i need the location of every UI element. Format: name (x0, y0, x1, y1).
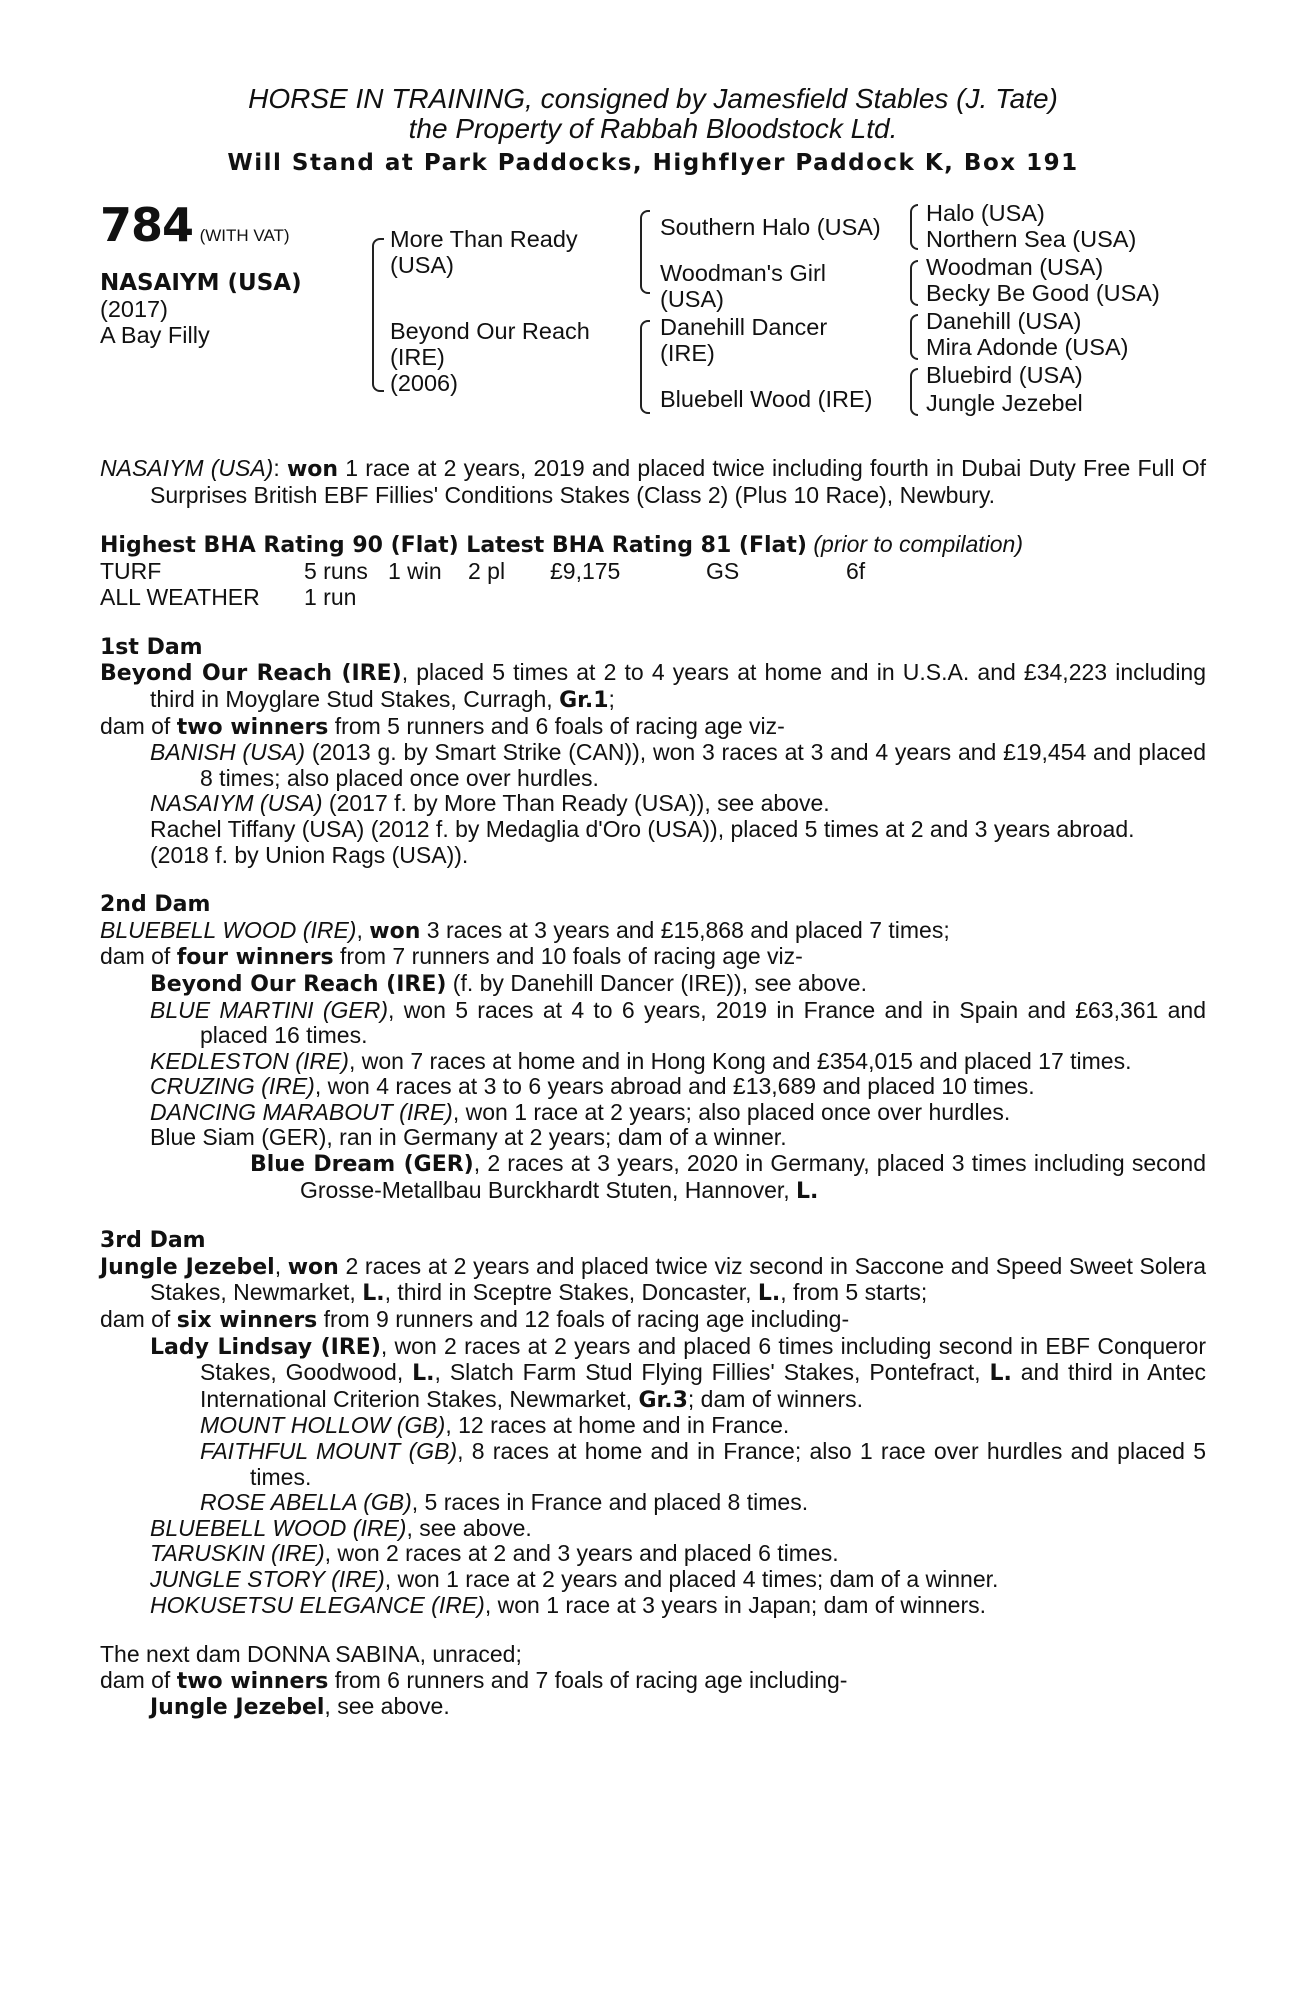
gen3-brace-3 (910, 314, 918, 360)
progeny-record: , won 1 race at 2 years and placed 4 times; dam of a winner. (384, 1565, 999, 1592)
progeny-name: Lady Lindsay (IRE) (150, 1334, 381, 1360)
third-dam-record: 2 races at 2 years and placed twice viz second in Saccone and Speed Sweet Solera Stakes, Newmarket, (150, 1252, 1206, 1306)
dd-sire: Bluebird (USA) (926, 362, 1083, 388)
aw-runs: 1 run (304, 583, 357, 610)
first-dam-name: Beyond Our Reach (IRE) (100, 661, 402, 687)
progeny-name: KEDLESTON (IRE) (150, 1047, 349, 1074)
won-label: won (369, 918, 421, 944)
location-line: Will Stand at Park Paddocks, Highflyer Paddock K, Box 191 (227, 150, 1079, 176)
ss-sire: Halo (USA) (926, 200, 1045, 226)
pedigree-block (100, 200, 1206, 432)
listed-mark: L. (989, 1361, 1012, 1387)
progeny-name: JUNGLE STORY (IRE) (150, 1565, 385, 1592)
grade-3: Gr.3 (638, 1387, 688, 1413)
third-dam-title: 3rd Dam (100, 1228, 206, 1254)
progeny-record: (2013 g. by Smart Strike (CAN)), won 3 races at 3 and 4 years and £19,454 and placed 8 times; also placed once over hurdles. (200, 739, 1206, 791)
gen3-brace-2 (910, 260, 918, 306)
sire-sire: Southern Halo (USA) (660, 214, 881, 240)
ds-dam: Mira Adonde (USA) (926, 334, 1129, 360)
progeny-name: BLUEBELL WOOD (IRE) (150, 1514, 407, 1541)
owner-line: the Property of Rabbah Bloodstock Ltd. (408, 113, 898, 144)
aw-label: ALL WEATHER (100, 583, 260, 610)
progeny-name: NASAIYM (USA) (150, 790, 323, 817)
listed-mark: L. (757, 1281, 781, 1307)
progeny-record: Blue Siam (GER), ran in Germany at 2 years; dam of a winner. (150, 1124, 787, 1151)
ds-sire: Danehill (USA) (926, 308, 1082, 334)
sire-parents-brace (640, 210, 650, 294)
horse-description: A Bay Filly (100, 322, 210, 348)
won-label: won (287, 1254, 339, 1280)
record-won: won (286, 457, 339, 482)
progeny-record: (2017 f. by More Than Ready (USA)), see above. (322, 790, 830, 817)
winners-count: two winners (176, 714, 329, 740)
winners-count: six winners (176, 1308, 318, 1334)
progeny-record: , won 1 race at 3 years in Japan; dam of winners. (484, 1591, 986, 1618)
listed-mark: L. (796, 1178, 819, 1204)
progeny-record: , won 1 race at 2 years; also placed once over hurdles. (452, 1098, 1011, 1125)
lot-header (100, 84, 1206, 180)
progeny-record: ; dam of winners. (687, 1385, 864, 1412)
dam-parents-brace (640, 320, 650, 414)
sire-dam-line2: (USA) (660, 286, 724, 312)
progeny-name: Jungle Jezebel (150, 1695, 325, 1721)
progeny-record: , won 4 races at 3 to 6 years abroad and £13,689 and placed 10 times. (314, 1073, 1035, 1100)
turf-label: TURF (100, 557, 162, 584)
grand-progeny-name: ROSE ABELLA (GB) (200, 1489, 412, 1516)
progeny-record: and third in Antec International Criterion Stakes, Newmarket, (200, 1359, 1206, 1412)
winners-count: two winners (176, 1668, 329, 1694)
turf-distance: 6f (846, 557, 866, 584)
listed-mark: L. (412, 1361, 435, 1387)
second-dam-title: 2nd Dam (100, 892, 211, 918)
next-dam-line: The next dam DONNA SABINA, unraced; (100, 1641, 522, 1668)
rating-note: (prior to compilation) (813, 531, 1024, 558)
progeny-name: HOKUSETSU ELEGANCE (IRE) (150, 1591, 485, 1618)
racing-stats (100, 559, 1206, 611)
progeny-record: (2018 f. by Union Rags (USA)). (150, 841, 469, 868)
progeny-name: BANISH (USA) (150, 739, 306, 766)
dam-sire-line1: Danehill Dancer (660, 314, 828, 340)
horse-record: NASAIYM (USA): won 1 race at 2 years, 2019 and placed twice including fourth in Dubai Duty Free Full Of Surprises British EBF Fillies' Conditions Stakes (Class 2) (Plus 10 Race), Newbury. (100, 455, 1206, 508)
runners-foals: from 6 runners and 7 foals of racing age including- (328, 1666, 848, 1693)
ss-dam: Northern Sea (USA) (926, 226, 1137, 252)
vat-note: (WITH VAT) (199, 226, 290, 245)
dam-of-label: dam of (100, 712, 177, 739)
turf-money: £9,175 (550, 557, 621, 584)
record-horse-name: NASAIYM (USA) (100, 455, 274, 481)
first-dam-title: 1st Dam (100, 634, 203, 660)
turf-wins: 1 win (388, 557, 442, 584)
catalogue-page (100, 84, 1206, 1721)
turf-going: GS (706, 557, 740, 584)
progeny-record: , Slatch Farm Stud Flying Fillies' Stakes, Pontefract, (434, 1359, 990, 1386)
lot-number: 784 (100, 198, 194, 252)
horse-name: NASAIYM (USA) (100, 270, 302, 296)
progeny-name: BLUE MARTINI (GER) (150, 996, 388, 1023)
runners-foals: from 7 runners and 10 foals of racing age viz- (333, 943, 803, 970)
progeny-record: , won 7 races at home and in Hong Kong and £354,015 and placed 17 times. (348, 1047, 1132, 1074)
rating-line (100, 532, 1206, 559)
runners-foals: from 9 runners and 12 foals of racing age including- (317, 1306, 850, 1333)
record-text: 1 race at 2 years, 2019 and placed twice including fourth in Dubai Duty Free Full Of Surprises British EBF Fillies' Conditions Stakes (Class 2) (Plus 10 Race), Newbury. (150, 455, 1206, 508)
consignor-line: HORSE IN TRAINING, consigned by Jamesfield Stables (J. Tate) (248, 83, 1058, 114)
progeny-record: , see above. (324, 1693, 450, 1720)
first-dam-end: ; (608, 685, 615, 712)
first-dam-record: , placed 5 times at 2 to 4 years at home and in U.S.A. and £34,223 including third in Moyglare Stud Stakes, Curragh, (150, 659, 1207, 712)
dam-sire-line2: (IRE) (660, 340, 715, 366)
dam-of-label: dam of (100, 943, 177, 970)
gen3-brace-4 (910, 368, 918, 416)
sire-dam-line1: Woodman's Girl (660, 260, 826, 286)
lot-number-line (100, 198, 290, 252)
grand-progeny-name: FAITHFUL MOUNT (GB) (200, 1438, 458, 1464)
sire-dam-brace (372, 238, 384, 392)
grand-progeny-record: , 8 races at home and in France; also 1 race over hurdles and placed 5 times. (250, 1438, 1206, 1490)
listed-mark: L. (362, 1281, 385, 1307)
gen3-brace-1 (910, 204, 918, 250)
sire-line1: More Than Ready (390, 226, 578, 252)
turf-runs: 5 runs (304, 557, 368, 584)
grade-1: Gr.1 (559, 687, 609, 713)
turf-places: 2 pl (468, 557, 506, 584)
dam-of-label: dam of (100, 1666, 177, 1693)
next-dam-section (100, 1642, 1206, 1721)
dam-line1: Beyond Our Reach (390, 318, 590, 344)
rating-bold: Highest BHA Rating 90 (Flat) Latest BHA Rating 81 (Flat) (100, 533, 807, 559)
progeny-name: DANCING MARABOUT (IRE) (150, 1098, 453, 1125)
sd-dam: Becky Be Good (USA) (926, 280, 1160, 306)
grand-progeny-record: , 2 races at 3 years, 2020 in Germany, placed 3 times including second Grosse-Metallbau Burckhardt Stuten, Hannover, (300, 1150, 1207, 1203)
dd-dam: Jungle Jezebel (926, 390, 1083, 416)
grand-progeny-record: , 12 races at home and in France. (445, 1412, 790, 1439)
progeny-record: Rachel Tiffany (USA) (2012 f. by Medaglia d'Oro (USA)), placed 5 times at 2 and 3 years abroad. (150, 815, 1135, 842)
sire-line2: (USA) (390, 252, 454, 278)
progeny-name: Beyond Our Reach (IRE) (150, 971, 447, 997)
second-dam-record: 3 races at 3 years and £15,868 and placed 7 times; (420, 916, 950, 943)
third-dam-record: , third in Sceptre Stakes, Doncaster, (384, 1279, 758, 1306)
winners-count: four winners (176, 945, 334, 971)
progeny-record: , won 2 races at 2 years and placed 6 times including second in EBF Conqueror Stakes, Goodwood, (200, 1332, 1207, 1386)
progeny-record: , won 5 races at 4 to 6 years, 2019 in France and in Spain and £63,361 and placed 16 times. (200, 996, 1207, 1049)
sd-sire: Woodman (USA) (926, 254, 1104, 280)
dam-dam: Bluebell Wood (IRE) (660, 386, 873, 412)
runners-foals: from 5 runners and 6 foals of racing age viz- (328, 712, 785, 739)
horse-year: (2017) (100, 296, 168, 322)
second-dam-name: BLUEBELL WOOD (IRE) (100, 916, 357, 943)
progeny-record: (f. by Danehill Dancer (IRE)), see above. (446, 969, 867, 996)
grand-progeny-name: MOUNT HOLLOW (GB) (200, 1412, 446, 1439)
grand-progeny-record: , 5 races in France and placed 8 times. (411, 1489, 809, 1516)
grand-progeny-name: Blue Dream (GER) (250, 1152, 474, 1178)
dam-line2: (IRE) (390, 344, 445, 370)
dam-of-label: dam of (100, 1306, 177, 1333)
third-dam-section: 3rd Dam Jungle Jezebel, won 2 races at 2 years and placed twice viz second in Saccone and Speed Sweet Solera Stakes, Newmarket, L., third in Sceptre Stakes, Doncaster, L., from 5 starts; dam of six winners from 9 runners and 12 foals of racing age including- Lady Lindsay (IRE), won 2 races at 2 years and placed 6 times including second in EBF Conqueror Stakes, Goodwood, L., Slatch Farm Stud Flying Fillies' Stakes, Pontefract, L. and third in Antec International Criterion Stakes, Newmarket, Gr.3; dam of winners. MOUNT HOLLOW (GB), 12 races at home and in France. FAITHFUL MOUNT (GB), 8 races at home and in France; also 1 race over hurdles and placed 5 times. ROSE ABELLA (GB), 5 races in France and placed 8 times. BLUEBELL WOOD (IRE), see above. TARUSKIN (IRE), won 2 races at 2 and 3 years and placed 6 times. JUNGLE STORY (IRE), won 1 race at 2 years and placed 4 times; dam of a winner. HOKUSETSU ELEGANCE (IRE), won 1 race at 3 years in Japan; dam of winners. (100, 1228, 1207, 1618)
third-dam-record: , from 5 starts; (780, 1279, 928, 1306)
progeny-name: CRUZING (IRE) (150, 1073, 315, 1100)
second-dam-section: 2nd Dam BLUEBELL WOOD (IRE), won 3 races at 3 years and £15,868 and placed 7 times; dam of four winners from 7 runners and 10 foals of racing age viz- Beyond Our Reach (IRE) (f. by Danehill Dancer (IRE)), see above. BLUE MARTINI (GER), won 5 races at 4 to 6 years, 2019 in France and in Spain and £63,361 and placed 16 times. KEDLESTON (IRE), won 7 races at home and in Hong Kong and £354,015 and placed 17 times. CRUZING (IRE), won 4 races at 3 to 6 years abroad and £13,689 and placed 10 times. DANCING MARABOUT (IRE), won 1 race at 2 years; also placed once over hurdles. Blue Siam (GER), ran in Germany at 2 years; dam of a winner. Blue Dream (GER), 2 races at 3 years, 2020 in Germany, placed 3 times including second Grosse-Metallbau Burckhardt Stuten, Hannover, L. (100, 892, 1207, 1204)
third-dam-name: Jungle Jezebel (100, 1254, 275, 1280)
progeny-record: , see above. (406, 1514, 532, 1541)
progeny-record: , won 2 races at 2 and 3 years and placed 6 times. (324, 1540, 839, 1567)
first-dam-section (100, 635, 1206, 868)
progeny-name: TARUSKIN (IRE) (150, 1540, 325, 1567)
dam-line3: (2006) (390, 370, 458, 396)
